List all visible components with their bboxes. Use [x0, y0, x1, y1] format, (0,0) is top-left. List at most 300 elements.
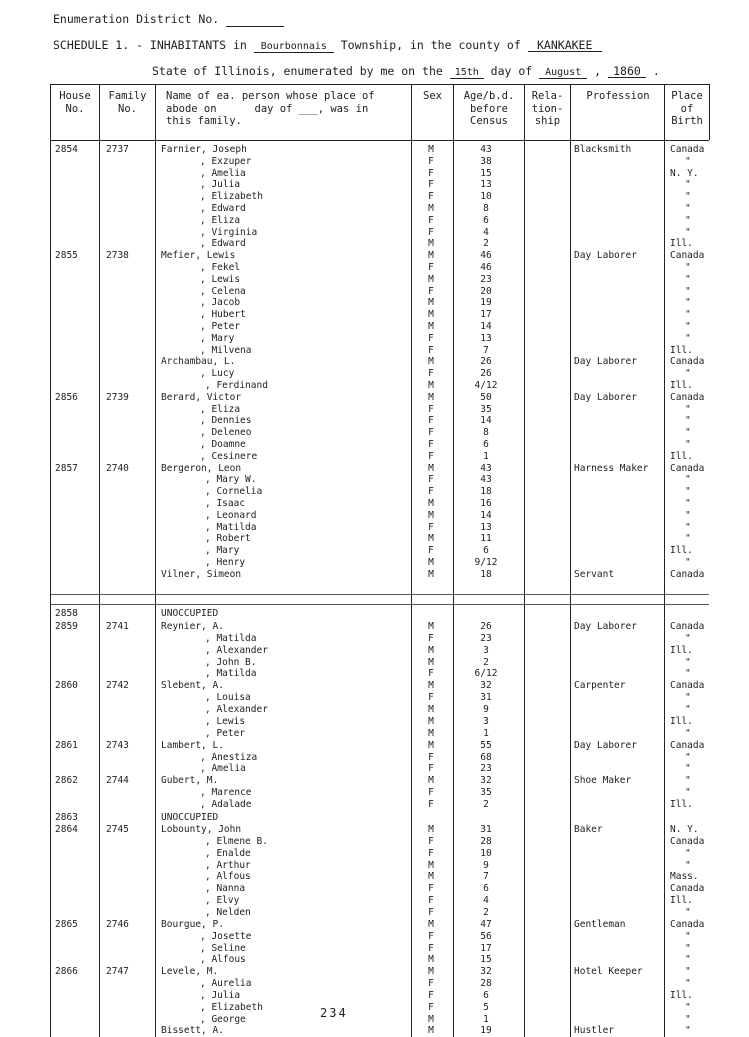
family-number: 2746: [106, 918, 129, 930]
table-row: [0, 621, 749, 633]
sex-value: M: [428, 273, 434, 285]
table-row: [0, 474, 749, 486]
sex-value: F: [428, 847, 434, 859]
sex-value: F: [428, 155, 434, 167]
birthplace-value: ": [685, 727, 691, 739]
person-name: , Edward: [200, 203, 246, 214]
table-row: [0, 716, 749, 728]
sex-value: M: [428, 568, 434, 580]
birthplace-value: ": [685, 632, 691, 644]
table-row: [0, 392, 749, 404]
table-row: [0, 645, 749, 657]
person-name: , Marence: [200, 787, 252, 799]
age-value: 35: [480, 403, 492, 415]
table-row: [0, 907, 749, 919]
person-name: , Mary: [200, 332, 235, 344]
person-name: , Alexander: [205, 704, 268, 716]
person-name: Mefier, Lewis: [161, 250, 236, 262]
person-name: , Isaac: [205, 498, 246, 509]
age-value: 4: [483, 226, 489, 238]
age-value: 47: [480, 918, 492, 930]
person-name: , Elvy: [205, 895, 240, 907]
birthplace-value: ": [685, 498, 691, 509]
person-name: Gubert, M.: [161, 775, 219, 787]
profession-value: Day Laborer: [574, 739, 637, 751]
sex-value: F: [428, 883, 434, 895]
profession-value: Gentleman: [574, 918, 626, 930]
person-name: , Exzuper: [200, 155, 252, 167]
person-name: , Eliza: [200, 214, 241, 226]
profession-value: Day Laborer: [574, 356, 637, 368]
house-number: 2859: [55, 621, 78, 632]
col-header-sex: Sex: [423, 90, 442, 102]
table-row: [0, 463, 749, 475]
birthplace-value: ": [685, 474, 691, 486]
sex-value: M: [428, 498, 434, 509]
sex-value: M: [428, 533, 434, 545]
sex-value: M: [428, 557, 434, 568]
sex-value: F: [428, 191, 434, 203]
table-row: [0, 557, 749, 569]
person-name: Farnier, Joseph: [161, 144, 247, 155]
sex-value: F: [428, 521, 434, 533]
age-value: 9/12: [474, 557, 498, 568]
table-top-rule: [50, 84, 709, 85]
schedule-line: [53, 38, 602, 53]
table-row: [0, 943, 749, 955]
sex-value: M: [428, 1025, 434, 1037]
age-value: 20: [480, 285, 492, 297]
sex-value: F: [428, 787, 434, 799]
birthplace-value: ": [685, 930, 691, 942]
house-number: 2866: [55, 966, 78, 978]
table-row: [0, 668, 749, 680]
age-value: 19: [480, 1025, 492, 1037]
person-name: , Lewis: [200, 273, 241, 285]
birthplace-value: N. Y.: [670, 167, 699, 179]
age-value: 32: [480, 680, 492, 692]
table-row: [0, 1025, 749, 1037]
age-value: 7: [483, 344, 489, 356]
person-name: Slebent, A.: [161, 680, 224, 692]
sex-value: M: [428, 954, 434, 966]
table-row: [0, 680, 749, 692]
sex-value: M: [428, 680, 434, 692]
sex-value: F: [428, 474, 434, 486]
age-value: 14: [480, 415, 492, 427]
sex-value: F: [428, 1001, 434, 1013]
profession-value: Day Laborer: [574, 621, 637, 632]
person-name: , Elizabeth: [200, 191, 263, 203]
table-row: [0, 321, 749, 333]
age-value: 18: [480, 568, 492, 580]
person-name: Levele, M.: [161, 966, 219, 978]
birthplace-value: Ill.: [670, 715, 693, 727]
table-row: [0, 728, 749, 740]
age-value: 6: [483, 883, 489, 895]
birthplace-value: ": [685, 775, 691, 787]
person-name: , Julia: [200, 179, 241, 191]
table-row: [0, 262, 749, 274]
age-value: 13: [480, 521, 492, 533]
table-row: [0, 286, 749, 298]
table-row: [0, 227, 749, 239]
person-name: , John B.: [205, 656, 257, 668]
age-value: 6: [483, 989, 489, 1001]
age-value: 18: [480, 486, 492, 498]
age-value: 1: [483, 727, 489, 739]
table-row: [0, 752, 749, 764]
sex-value: F: [428, 450, 434, 462]
birthplace-value: ": [685, 656, 691, 668]
table-row: [0, 569, 749, 581]
family-number: 2747: [106, 966, 129, 978]
birthplace-value: Canada: [670, 621, 705, 632]
period-text: .: [652, 64, 660, 78]
age-value: 28: [480, 835, 492, 847]
birthplace-value: ": [685, 214, 691, 226]
person-name: , Nanna: [205, 883, 246, 895]
person-name: , Leonard: [205, 509, 257, 521]
person-name: Lobounty, John: [161, 824, 242, 835]
person-name: , Enalde: [205, 847, 251, 859]
table-row: [0, 522, 749, 534]
sex-value: M: [428, 309, 434, 321]
house-number: 2856: [55, 391, 78, 403]
day-value: 15th: [450, 67, 484, 79]
table-row: [0, 156, 749, 168]
sex-value: M: [428, 918, 434, 930]
table-row: [0, 824, 749, 836]
age-value: 3: [483, 644, 489, 656]
sex-value: F: [428, 668, 434, 680]
table-row: [0, 439, 749, 451]
table-row: [0, 144, 749, 156]
birthplace-value: ": [685, 262, 691, 273]
table-row: [0, 848, 749, 860]
table-row: [0, 368, 749, 380]
sex-value: M: [428, 509, 434, 521]
age-value: 14: [480, 509, 492, 521]
person-name: , Alexander: [205, 644, 268, 656]
person-name: , Celena: [200, 285, 246, 297]
person-name: , Julia: [200, 989, 241, 1001]
age-value: 2: [483, 656, 489, 668]
person-name: , Doamne: [200, 439, 246, 450]
person-name: , Virginia: [200, 226, 258, 238]
sex-value: F: [428, 167, 434, 179]
person-name: , Arthur: [205, 859, 251, 871]
birthplace-value: N. Y.: [670, 824, 699, 835]
birthplace-value: ": [685, 403, 691, 415]
birthplace-value: ": [685, 787, 691, 799]
birthplace-value: ": [685, 1025, 691, 1037]
person-name: , Dennies: [200, 415, 252, 427]
birthplace-value: ": [685, 427, 691, 439]
col-header-name: Name of ea. person whose place of abode on day of ___, was in this family.: [166, 90, 375, 127]
sex-value: M: [428, 356, 434, 368]
age-value: 31: [480, 824, 492, 835]
table-row: [0, 954, 749, 966]
table-row: [0, 812, 749, 824]
profession-value: Hotel Keeper: [574, 966, 643, 978]
sex-value: F: [428, 978, 434, 990]
person-name: , George: [200, 1013, 246, 1025]
state-text: State of Illinois, enumerated by me on the: [152, 64, 443, 78]
birthplace-value: Canada: [670, 918, 705, 930]
age-value: 10: [480, 847, 492, 859]
table-row: [0, 415, 749, 427]
person-name: , Amelia: [200, 763, 246, 775]
family-number: 2737: [106, 144, 129, 155]
age-value: 35: [480, 787, 492, 799]
sex-value: M: [428, 250, 434, 262]
profession-value: Shoe Maker: [574, 775, 632, 787]
sex-value: F: [428, 799, 434, 811]
age-value: 6: [483, 545, 489, 557]
sex-value: M: [428, 775, 434, 787]
year-value: 1860: [608, 66, 646, 78]
age-value: 15: [480, 954, 492, 966]
birthplace-value: ": [685, 509, 691, 521]
col-header-profession: Profession: [586, 90, 650, 102]
birthplace-value: ": [685, 321, 691, 332]
birthplace-value: Canada: [670, 391, 705, 403]
person-name: , Adalade: [200, 799, 252, 811]
birthplace-value: Ill.: [670, 450, 693, 462]
birthplace-value: Canada: [670, 568, 705, 580]
age-value: 46: [480, 250, 492, 262]
person-name: , Elmene B.: [205, 835, 268, 847]
birthplace-value: Ill.: [670, 545, 693, 557]
sex-value: M: [428, 859, 434, 871]
table-row: [0, 763, 749, 775]
sex-value: M: [428, 380, 434, 391]
table-row: [0, 657, 749, 669]
sex-value: F: [428, 486, 434, 498]
birthplace-value: Ill.: [670, 344, 693, 356]
birthplace-value: Mass.: [670, 871, 699, 883]
birthplace-value: Canada: [670, 739, 705, 751]
age-value: 15: [480, 167, 492, 179]
birthplace-value: ": [685, 521, 691, 533]
age-value: 14: [480, 321, 492, 332]
age-value: 55: [480, 739, 492, 751]
district-line: [53, 12, 284, 27]
birthplace-value: Ill.: [670, 799, 693, 811]
age-value: 32: [480, 966, 492, 978]
sex-value: M: [428, 727, 434, 739]
col-header-family: Family No.: [108, 90, 147, 115]
table-row: [0, 633, 749, 645]
age-value: 43: [480, 474, 492, 486]
family-number: 2742: [106, 680, 129, 692]
age-value: 11: [480, 533, 492, 545]
age-value: 23: [480, 273, 492, 285]
person-name: , Hubert: [200, 309, 246, 321]
person-name: , Alfous: [205, 871, 251, 883]
birthplace-value: Ill.: [670, 380, 693, 391]
township-value: Bourbonnais: [254, 41, 334, 53]
table-row: [0, 297, 749, 309]
person-name: , Anestiza: [200, 751, 258, 763]
table-row: [0, 203, 749, 215]
house-number: 2863: [55, 812, 78, 823]
age-value: 28: [480, 978, 492, 990]
person-name: , Matilda: [205, 668, 257, 680]
table-row: [0, 966, 749, 978]
person-name: Archambau, L.: [161, 356, 236, 368]
birthplace-value: ": [685, 692, 691, 704]
table-row: [0, 309, 749, 321]
person-name: , Louisa: [205, 692, 251, 704]
house-number: 2862: [55, 775, 78, 787]
sex-value: F: [428, 262, 434, 273]
table-row: [0, 608, 749, 620]
sex-value: F: [428, 930, 434, 942]
house-number: 2854: [55, 144, 78, 155]
house-number: 2858: [55, 608, 78, 619]
family-number: 2743: [106, 739, 129, 751]
birthplace-value: ": [685, 486, 691, 498]
profession-value: Hustler: [574, 1025, 615, 1037]
birthplace-value: ": [685, 1013, 691, 1025]
sex-value: F: [428, 632, 434, 644]
table-row: [0, 404, 749, 416]
age-value: 6: [483, 439, 489, 450]
page-number: 234: [320, 1006, 348, 1020]
district-label: Enumeration District No.: [53, 12, 220, 26]
birthplace-value: ": [685, 297, 691, 309]
table-row: [0, 799, 749, 811]
birthplace-value: Canada: [670, 835, 705, 847]
sex-value: M: [428, 144, 434, 155]
birthplace-value: ": [685, 704, 691, 716]
table-row: [0, 787, 749, 799]
state-line: [152, 64, 660, 79]
birthplace-value: ": [685, 751, 691, 763]
age-value: 17: [480, 309, 492, 321]
sex-value: F: [428, 763, 434, 775]
family-number: 2745: [106, 824, 129, 835]
day-of-text: day of: [490, 64, 533, 78]
birthplace-value: ": [685, 273, 691, 285]
birthplace-value: ": [685, 557, 691, 568]
col-header-relation: Rela- tion- ship: [531, 90, 564, 127]
person-name: , Robert: [205, 533, 251, 545]
birthplace-value: ": [685, 533, 691, 545]
person-name: Reynier, A.: [161, 621, 224, 632]
person-name: , Lucy: [200, 368, 235, 380]
county-value: KANKAKEE: [528, 40, 602, 52]
age-value: 5: [483, 1001, 489, 1013]
sex-value: M: [428, 644, 434, 656]
age-value: 2: [483, 906, 489, 918]
table-row: [0, 333, 749, 345]
person-name: , Elizabeth: [200, 1001, 263, 1013]
birthplace-value: Canada: [670, 356, 705, 368]
col-header-age: Age/b.d. before Census: [463, 90, 515, 127]
birthplace-value: ": [685, 668, 691, 680]
district-blank: [226, 15, 284, 27]
sex-value: F: [428, 179, 434, 191]
table-row: [0, 274, 749, 286]
age-value: 26: [480, 368, 492, 380]
table-row: [0, 1002, 749, 1014]
person-name: , Aurelia: [200, 978, 252, 990]
table-row: [0, 380, 749, 392]
person-name: , Henry: [205, 557, 246, 568]
sex-value: F: [428, 332, 434, 344]
person-name: , Mary: [205, 545, 240, 557]
profession-value: Baker: [574, 824, 603, 835]
person-name: Berard, Victor: [161, 391, 242, 403]
profession-value: Blacksmith: [574, 144, 632, 155]
table-row: [0, 498, 749, 510]
birthplace-value: ": [685, 763, 691, 775]
house-number: 2864: [55, 824, 78, 835]
profession-value: Day Laborer: [574, 250, 637, 262]
person-name: , Deleneo: [200, 427, 252, 439]
birthplace-value: ": [685, 1001, 691, 1013]
age-value: 16: [480, 498, 492, 509]
table-row: [0, 238, 749, 250]
sex-value: M: [428, 739, 434, 751]
table-row: [0, 427, 749, 439]
sex-value: M: [428, 966, 434, 978]
table-row: [0, 692, 749, 704]
sex-value: M: [428, 391, 434, 403]
table-row: [0, 179, 749, 191]
sex-value: M: [428, 715, 434, 727]
page-break-rule-top: [50, 594, 709, 595]
birthplace-value: ": [685, 942, 691, 954]
table-row: [0, 990, 749, 1002]
house-number: 2860: [55, 680, 78, 692]
birthplace-value: Ill.: [670, 238, 693, 250]
birthplace-value: Canada: [670, 680, 705, 692]
table-row: [0, 836, 749, 848]
person-name: , Mary W.: [205, 474, 257, 486]
birthplace-value: ": [685, 203, 691, 214]
house-number: 2857: [55, 462, 78, 474]
age-value: 17: [480, 942, 492, 954]
birthplace-value: ": [685, 226, 691, 238]
table-row: [0, 704, 749, 716]
table-row: [0, 510, 749, 522]
schedule-prefix: SCHEDULE 1. - INHABITANTS in: [53, 38, 247, 52]
age-value: 4: [483, 895, 489, 907]
person-name: , Alfous: [200, 954, 246, 966]
age-value: 26: [480, 356, 492, 368]
profession-value: Harness Maker: [574, 462, 649, 474]
sex-value: F: [428, 906, 434, 918]
table-row: [0, 775, 749, 787]
col-header-birth: Place of Birth: [671, 90, 703, 127]
person-name: UNOCCUPIED: [161, 812, 219, 823]
table-row: [0, 740, 749, 752]
birthplace-value: Canada: [670, 462, 705, 474]
table-row: [0, 895, 749, 907]
age-value: 56: [480, 930, 492, 942]
birthplace-value: ": [685, 954, 691, 966]
family-number: 2741: [106, 621, 129, 632]
table-row: [0, 451, 749, 463]
age-value: 1: [483, 450, 489, 462]
comma-text: ,: [594, 64, 602, 78]
birthplace-value: Ill.: [670, 989, 693, 1001]
birthplace-value: Canada: [670, 250, 705, 262]
